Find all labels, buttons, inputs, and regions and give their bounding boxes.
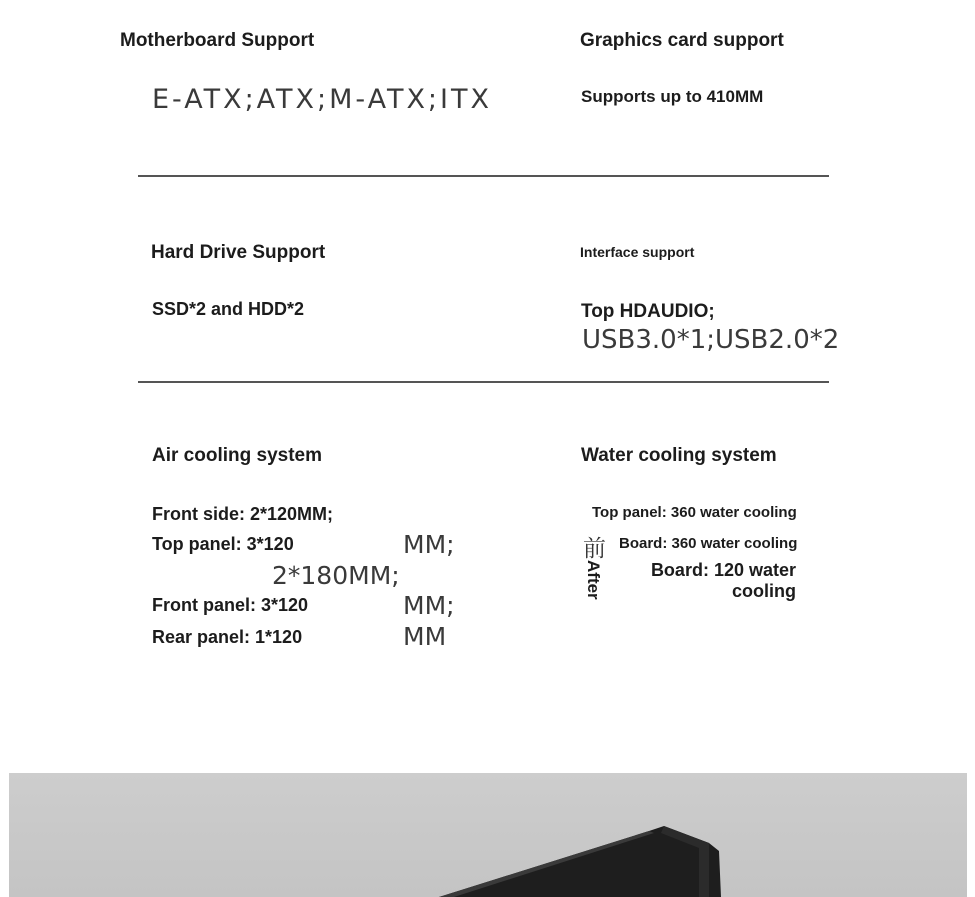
hard-drive-title: Hard Drive Support [151, 242, 326, 263]
water-cooling-title: Water cooling system [581, 445, 777, 466]
air-front-panel: Front panel: 3*120 [152, 595, 309, 615]
divider-middle [138, 381, 829, 383]
divider-top [138, 175, 829, 177]
graphics-title: Graphics card support [580, 30, 784, 51]
water-board-after-line1: Board: 120 water [650, 560, 796, 580]
air-cooling-title: Air cooling system [152, 445, 322, 466]
water-after-label: After [584, 560, 603, 600]
motherboard-value: E-ATX;ATX;M-ATX;ITX [152, 84, 492, 115]
air-top-alt: 2*180MM; [272, 561, 400, 590]
air-front-suffix: MM; [403, 591, 455, 620]
hard-drive-value: SSD*2 and HDD*2 [152, 299, 305, 319]
air-top-panel: Top panel: 3*120 [152, 534, 294, 554]
product-photo [9, 773, 967, 897]
air-top-suffix: MM; [403, 530, 455, 559]
water-board-front: Board: 360 water cooling [619, 535, 798, 552]
pc-case-image [9, 773, 967, 897]
water-board-after-line2: cooling [732, 581, 796, 601]
water-top-panel: Top panel: 360 water cooling [592, 504, 797, 521]
interface-line1: Top HDAUDIO; [581, 301, 715, 322]
interface-line2: USB3.0*1;USB2.0*2 [582, 325, 840, 355]
air-front-side: Front side: 2*120MM; [152, 504, 334, 524]
interface-title: Interface support [580, 244, 695, 260]
graphics-value: Supports up to 410MM [581, 87, 764, 106]
motherboard-title: Motherboard Support [120, 30, 315, 51]
air-rear-suffix: MM [403, 622, 447, 651]
air-rear-panel: Rear panel: 1*120 [152, 627, 303, 647]
water-front-char: 前 [583, 536, 606, 562]
